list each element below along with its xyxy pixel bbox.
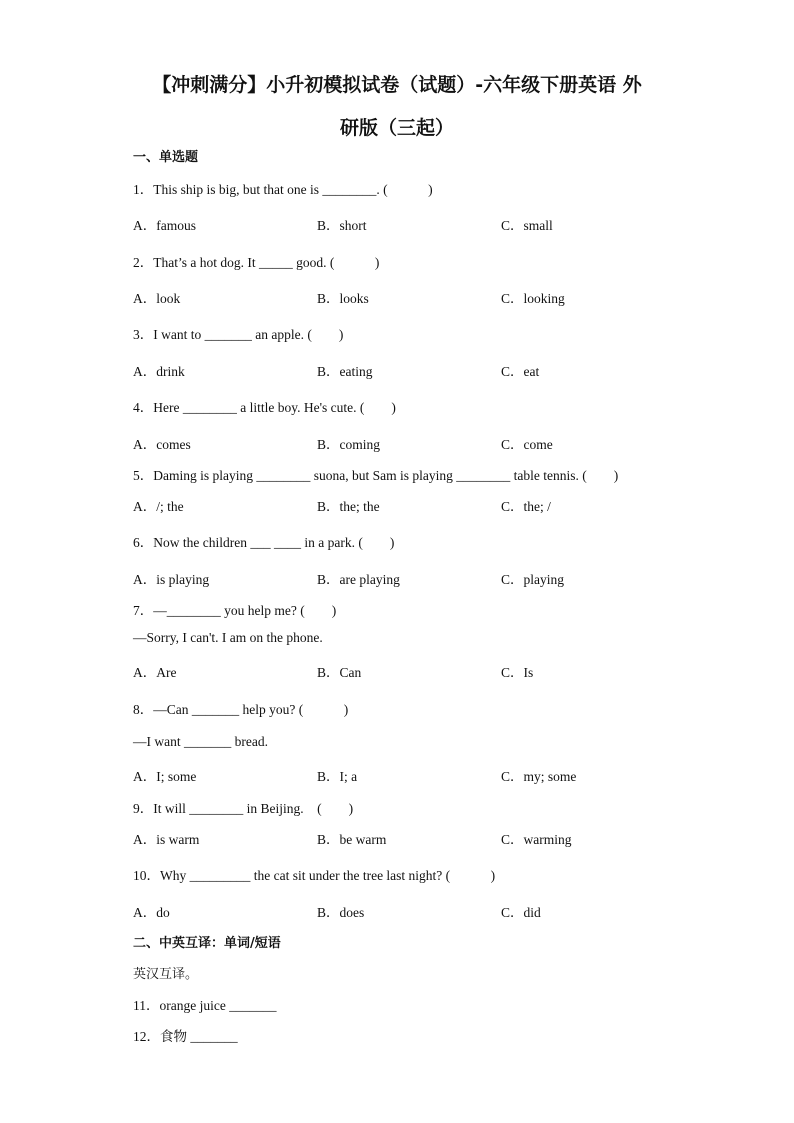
section-instruction: 英汉互译。 (133, 967, 199, 982)
question-stem: 6．Now the children ___ ____ in a park. ( ) (133, 535, 395, 550)
option-a: A．do (133, 905, 170, 920)
option-b: B．are playing (317, 572, 400, 587)
section-heading-translation: 二、中英互译：单词/短语 (133, 936, 281, 951)
question-stem: 7．—________ you help me? ( ) (133, 603, 337, 618)
option-b: B．short (317, 218, 367, 233)
option-c: C．Is (501, 665, 534, 680)
question-stem: 1．This ship is big, but that one is ________. ( ) (133, 182, 433, 197)
question-stem: 9．It will ________ in Beijing. ( ) (133, 801, 354, 816)
option-c: C．did (501, 905, 541, 920)
option-c: C．warming (501, 832, 572, 847)
option-a: A．Are (133, 665, 177, 680)
option-b: B．I; a (317, 769, 358, 784)
question-stem: 5．Daming is playing ________ suona, but Sam is playing ________ table tennis. ( ) (133, 468, 619, 483)
page-title-continued: 研版（三起） (339, 117, 454, 139)
page-title: 【冲刺满分】小升初模拟试卷（试题）-六年级下册英语 外 (152, 74, 642, 96)
section-heading-single-choice: 一、单选题 (133, 150, 199, 165)
question-stem: 10．Why _________ the cat sit under the tree last night? ( ) (133, 868, 496, 883)
option-c: C．eat (501, 364, 540, 379)
dialogue-response: —Sorry, I can't. I am on the phone. (133, 630, 323, 645)
dialogue-response: —I want _______ bread. (133, 734, 268, 749)
option-a: A．is warm (133, 832, 200, 847)
option-b: B．looks (317, 291, 369, 306)
translation-item: 12．食物 _______ (133, 1029, 238, 1044)
question-stem: 8．—Can _______ help you? ( ) (133, 702, 349, 717)
option-a: A．/; the (133, 499, 184, 514)
question-stem: 2．That’s a hot dog. It _____ good. ( ) (133, 255, 380, 270)
translation-item: 11．orange juice _______ (133, 998, 277, 1013)
option-a: A．famous (133, 218, 196, 233)
question-stem: 4．Here ________ a little boy. He's cute. ( ) (133, 400, 396, 415)
option-c: C．come (501, 437, 553, 452)
option-b: B．the; the (317, 499, 380, 514)
option-a: A．look (133, 291, 181, 306)
option-a: A．is playing (133, 572, 210, 587)
option-c: C．small (501, 218, 553, 233)
option-b: B．be warm (317, 832, 387, 847)
option-c: C．my; some (501, 769, 577, 784)
option-c: C．the; / (501, 499, 551, 514)
option-b: B．Can (317, 665, 362, 680)
option-a: A．comes (133, 437, 191, 452)
option-c: C．looking (501, 291, 565, 306)
option-b: B．eating (317, 364, 373, 379)
option-a: A．drink (133, 364, 185, 379)
option-c: C．playing (501, 572, 564, 587)
option-b: B．does (317, 905, 365, 920)
option-a: A．I; some (133, 769, 197, 784)
question-stem: 3．I want to _______ an apple. ( ) (133, 327, 344, 342)
option-b: B．coming (317, 437, 380, 452)
